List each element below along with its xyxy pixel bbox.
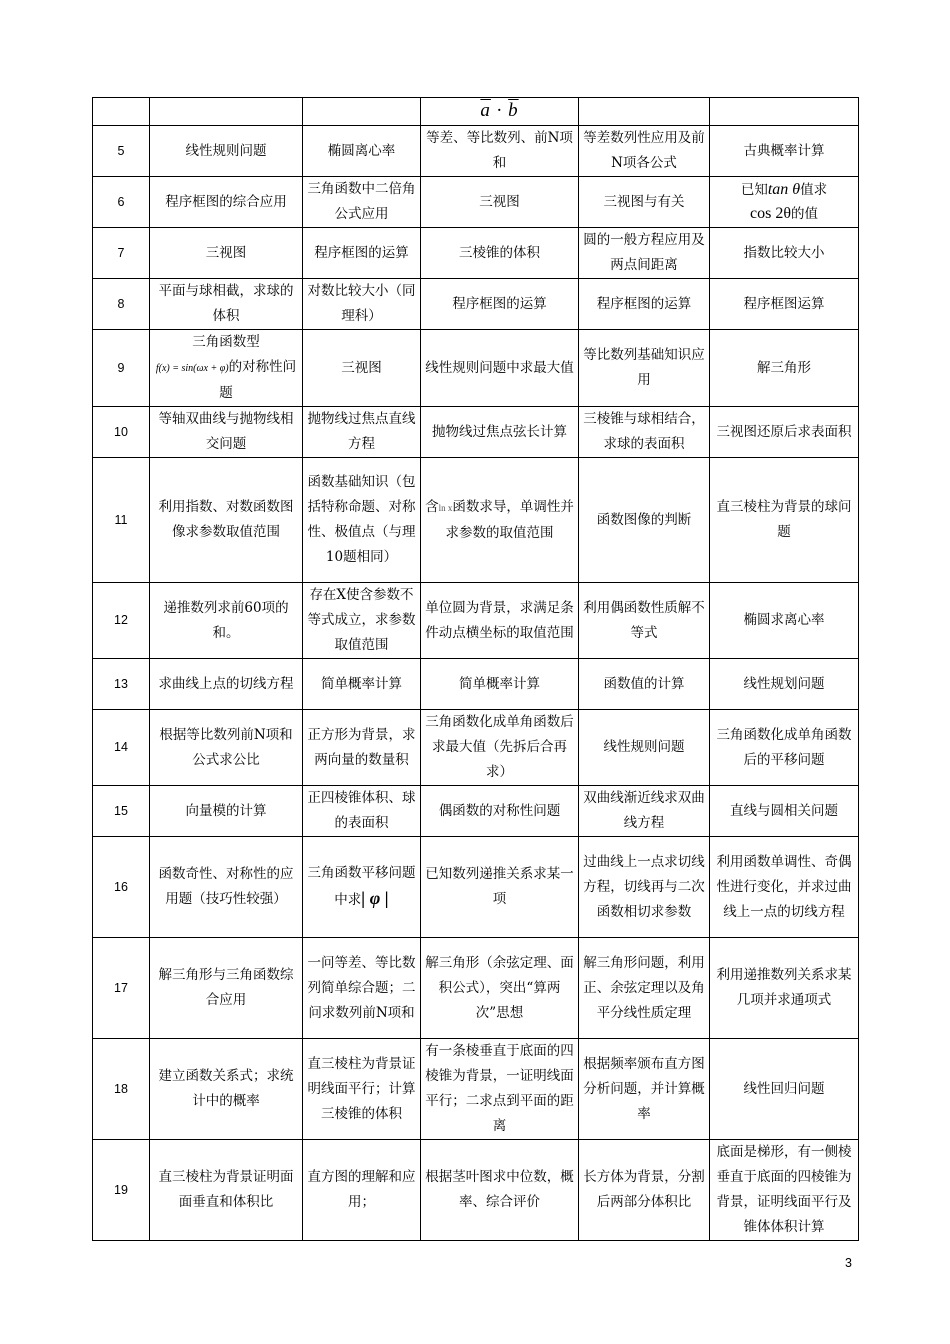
- table-cell: [710, 98, 859, 126]
- table-cell: 利用函数单调性、奇偶性进行变化，并求过曲线上一点的切线方程: [710, 837, 859, 938]
- row-number-cell: 19: [93, 1140, 150, 1241]
- table-cell: 线性规则问题: [150, 126, 303, 177]
- table-cell: 椭圆离心率: [303, 126, 421, 177]
- table-cell: 一问等差、等比数列简单综合题；二问求数列前N项和: [303, 938, 421, 1039]
- table-cell: 解三角形: [710, 330, 859, 407]
- table-cell: 正方形为背景，求两向量的数量积: [303, 710, 421, 786]
- table-row: [93, 177, 859, 228]
- table-row: [93, 228, 859, 279]
- table-cell: 利用指数、对数函数图像求参数取值范围: [150, 458, 303, 583]
- table-cell: 直三棱柱为背景的球问题: [710, 458, 859, 583]
- table-cell: 等差、等比数列、前N项和: [421, 126, 579, 177]
- table-cell: [421, 458, 579, 583]
- table-cell: 线性规则问题: [579, 710, 710, 786]
- table-cell: 直线与圆相关问题: [710, 786, 859, 837]
- table-cell: 三角函数化成单角函数后的平移问题: [710, 710, 859, 786]
- row-number-cell: 15: [93, 786, 150, 837]
- tan-theta-formula: tan θ: [767, 181, 801, 198]
- cos-2theta-formula: cos 2θ: [750, 205, 791, 222]
- table-cell: 等差数列性应用及前N项各公式: [579, 126, 710, 177]
- table-cell: 解三角形（余弦定理、面积公式），突出“算两次”思想: [421, 938, 579, 1039]
- table-cell: 三角函数化成单角函数后求最大值（先拆后合再求）: [421, 710, 579, 786]
- table-cell: [150, 330, 303, 407]
- table-cell: 根据频率颁布直方图分析问题，并计算概率: [579, 1039, 710, 1140]
- table-cell: 根据等比数列前N项和公式求公比: [150, 710, 303, 786]
- table-cell: 长方体为背景，分割后两部分体积比: [579, 1140, 710, 1241]
- dot-operator: ·: [496, 100, 503, 121]
- table-cell: 指数比较大小: [710, 228, 859, 279]
- vector-a: $\overline{a}$: [480, 100, 491, 121]
- row-number-cell: 16: [93, 837, 150, 938]
- table-cell: 程序框图的运算: [421, 279, 579, 330]
- table-cell: 线性规划问题: [710, 659, 859, 710]
- row-number-cell: 18: [93, 1039, 150, 1140]
- table-row: [93, 583, 859, 659]
- table-cell: 利用递推数列关系求某几项并求通项式: [710, 938, 859, 1039]
- row-number-cell: [93, 98, 150, 126]
- table-cell: 线性回归问题: [710, 1039, 859, 1140]
- table-cell: 三棱锥与球相结合，求球的表面积: [579, 407, 710, 458]
- ln-x-formula: ln x: [438, 502, 453, 513]
- table-row: [93, 330, 859, 407]
- table-cell: 直三棱柱为背景证明面面垂直和体积比: [150, 1140, 303, 1241]
- table-cell: 单位圆为背景，求满足条件动点横坐标的取值范围: [421, 583, 579, 659]
- table-cell: 三视图: [150, 228, 303, 279]
- table-cell: 程序框图的运算: [303, 228, 421, 279]
- table-cell: 函数图像的判断: [579, 458, 710, 583]
- table-cell: 等轴双曲线与抛物线相交问题: [150, 407, 303, 458]
- row-number-cell: 11: [93, 458, 150, 583]
- row-number-cell: 10: [93, 407, 150, 458]
- row-number-cell: 13: [93, 659, 150, 710]
- table-row: [93, 279, 859, 330]
- table-cell: 利用偶函数性质解不等式: [579, 583, 710, 659]
- table-cell: 简单概率计算: [303, 659, 421, 710]
- table-cell: [150, 98, 303, 126]
- table-cell: 已知数列递推关系求某一项: [421, 837, 579, 938]
- table-cell: 函数奇性、对称性的应用题（技巧性较强）: [150, 837, 303, 938]
- vector-formula-cell: [421, 98, 579, 126]
- table-cell: 简单概率计算: [421, 659, 579, 710]
- table-cell: 建立函数关系式；求统计中的概率: [150, 1039, 303, 1140]
- row-number-cell: 9: [93, 330, 150, 407]
- table-cell: [303, 98, 421, 126]
- table-cell: 向量模的计算: [150, 786, 303, 837]
- table-cell: 双曲线渐近线求双曲线方程: [579, 786, 710, 837]
- table-cell: 程序框图的综合应用: [150, 177, 303, 228]
- table-cell: [710, 177, 859, 228]
- cell-text: 值求: [800, 182, 828, 198]
- table-cell: 解三角形问题，利用正、余弦定理以及角平分线性质定理: [579, 938, 710, 1039]
- row-number-cell: 5: [93, 126, 150, 177]
- table-row: [93, 126, 859, 177]
- abs-phi-formula: | φ |: [361, 888, 389, 908]
- table-cell: 三视图与有关: [579, 177, 710, 228]
- table-cell: 函数值的计算: [579, 659, 710, 710]
- table-cell: 求曲线上点的切线方程: [150, 659, 303, 710]
- cell-text: 含: [425, 498, 439, 515]
- table-cell: 递推数列求前60项的和。: [150, 583, 303, 659]
- table-cell: 函数基础知识（包括特称命题、对称性、极值点（与理10题相同）: [303, 458, 421, 583]
- table-cell: 程序框图的运算: [579, 279, 710, 330]
- table-cell: 椭圆求离心率: [710, 583, 859, 659]
- table-cell: 解三角形与三角函数综合应用: [150, 938, 303, 1039]
- row-number-cell: 8: [93, 279, 150, 330]
- table-cell: 程序框图运算: [710, 279, 859, 330]
- row-number-cell: 17: [93, 938, 150, 1039]
- table-row: [93, 938, 859, 1039]
- cell-text: 已知: [740, 182, 768, 198]
- cell-text: 三角函数平移问题中求: [307, 865, 416, 908]
- table-row: [93, 659, 859, 710]
- cell-text: 的值: [791, 206, 818, 222]
- table-cell: 古典概率计算: [710, 126, 859, 177]
- table-row: [93, 837, 859, 938]
- row-number-cell: 14: [93, 710, 150, 786]
- table-cell: 正四棱锥体积、球的表面积: [303, 786, 421, 837]
- table-row: [93, 407, 859, 458]
- table-cell: 有一条棱垂直于底面的四棱锥为背景，一证明线面平行；二求点到平面的距离: [421, 1039, 579, 1140]
- table-cell: 平面与球相截，求球的体积: [150, 279, 303, 330]
- cell-text: 的对称性问题: [219, 359, 297, 401]
- row-number-cell: 6: [93, 177, 150, 228]
- row-number-cell: 12: [93, 583, 150, 659]
- row-number-cell: 7: [93, 228, 150, 279]
- table-cell: 圆的一般方程应用及两点间距离: [579, 228, 710, 279]
- table-cell: 存在X使含参数不等式成立，求参数取值范围: [303, 583, 421, 659]
- table-cell: 直三棱柱为背景证明线面平行；计算三棱锥的体积: [303, 1039, 421, 1140]
- table-row: [93, 458, 859, 583]
- table-cell: 底面是梯形，有一侧棱垂直于底面的四棱锥为背景，证明线面平行及锥体体积计算: [710, 1140, 859, 1241]
- table-row: [93, 1039, 859, 1140]
- table-cell: 三视图: [303, 330, 421, 407]
- table-row: [93, 786, 859, 837]
- table-cell: [579, 98, 710, 126]
- table-cell: 三视图还原后求表面积: [710, 407, 859, 458]
- table-row: [93, 1140, 859, 1241]
- table-cell: 三角函数中二倍角公式应用: [303, 177, 421, 228]
- table-cell: 对数比较大小（同理科）: [303, 279, 421, 330]
- table-cell: 直方图的理解和应用；: [303, 1140, 421, 1241]
- table-cell: 根据茎叶图求中位数，概率、综合评价: [421, 1140, 579, 1241]
- cell-text: 三角函数型: [192, 334, 260, 350]
- table-row: [93, 98, 859, 126]
- table-cell: 抛物线过焦点直线方程: [303, 407, 421, 458]
- table-row: [93, 710, 859, 786]
- exam-topic-table: [92, 97, 859, 1241]
- table-cell: [303, 837, 421, 938]
- cell-text: 函数求导，单调性并求参数的取值范围: [445, 498, 574, 541]
- page-number: 3: [845, 1256, 852, 1270]
- table-cell: 三视图: [421, 177, 579, 228]
- table-cell: 三棱锥的体积: [421, 228, 579, 279]
- table-cell: 偶函数的对称性问题: [421, 786, 579, 837]
- table-cell: 等比数列基础知识应用: [579, 330, 710, 407]
- table-cell: 过曲线上一点求切线方程，切线再与二次函数相切求参数: [579, 837, 710, 938]
- sine-function-formula: f(x) = sin(ωx + φ): [155, 363, 229, 374]
- table-cell: 线性规则问题中求最大值: [421, 330, 579, 407]
- table-cell: 抛物线过焦点弦长计算: [421, 407, 579, 458]
- vector-b: $\overline{b}$: [508, 100, 519, 121]
